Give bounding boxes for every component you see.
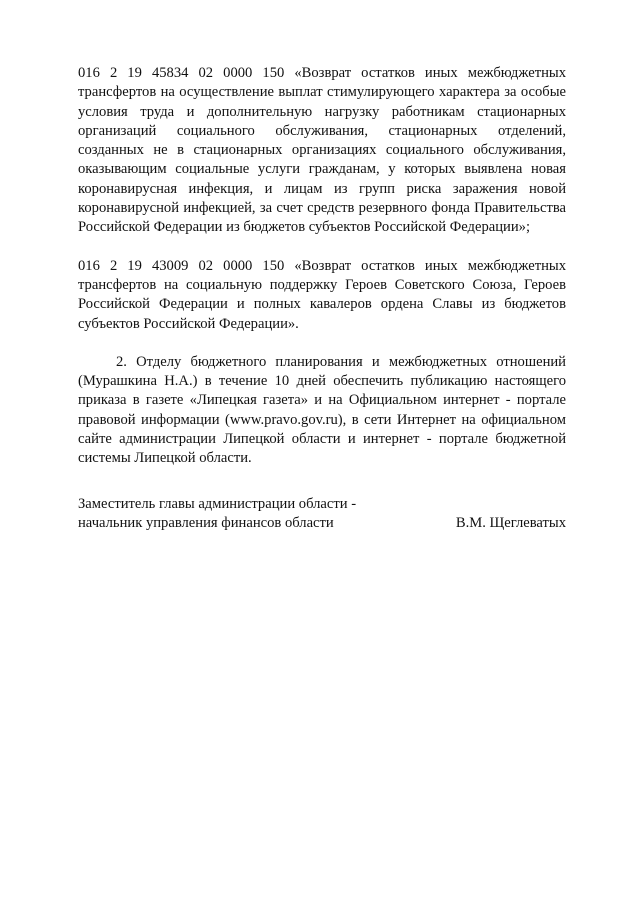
signature-block bbox=[78, 495, 566, 534]
signatory-name: В.М. Щеглеватых bbox=[455, 515, 566, 532]
paragraph-budget-code-43009: 016 2 19 43009 02 0000 150 «Возврат остатков иных межбюджетных трансфертов на социальную поддержку Героев Советского Союза, Героев Российской Федерации и полных кавалеров ордена Славы из бюджетов субъектов Российской Федерации». bbox=[78, 257, 566, 332]
paragraph-publication-order: 2. Отделу бюджетного планирования и межбюджетных отношений (Мурашкина Н.А.) в течение 10 дней обеспечить публикацию настоящего приказа в газете «Липецкая газета» и на Официальном интернет - портале правовой информации (www.pravo.gov.ru), в сети Интернет на официальном сайте администрации Липецкой области и интернет - портале бюджетной системы Липецкой области. bbox=[78, 353, 566, 467]
signature-row bbox=[78, 514, 566, 533]
paragraph-budget-code-45834: 016 2 19 45834 02 0000 150 «Возврат остатков иных межбюджетных трансфертов на осуществление выплат стимулирующего характера за особые условия труда и дополнительную нагрузку работникам стационарных организаций социального обслуживания, стационарных отделений, созданных не в стационарных организациях социального обслуживания, оказывающим социальные услуги гражданам, у которых выявлена новая коронавирусная инфекция, и лицам из групп риска заражения новой коронавирусной инфекцией, за счет средств резервного фонда Правительства Российской Федерации из бюджетов субъектов Российской Федерации»; bbox=[78, 65, 566, 236]
document-body bbox=[78, 64, 566, 469]
signature-position-line1: Заместитель главы администрации области - bbox=[78, 496, 357, 512]
signature-position-line2: начальник управления финансов области bbox=[78, 515, 334, 532]
